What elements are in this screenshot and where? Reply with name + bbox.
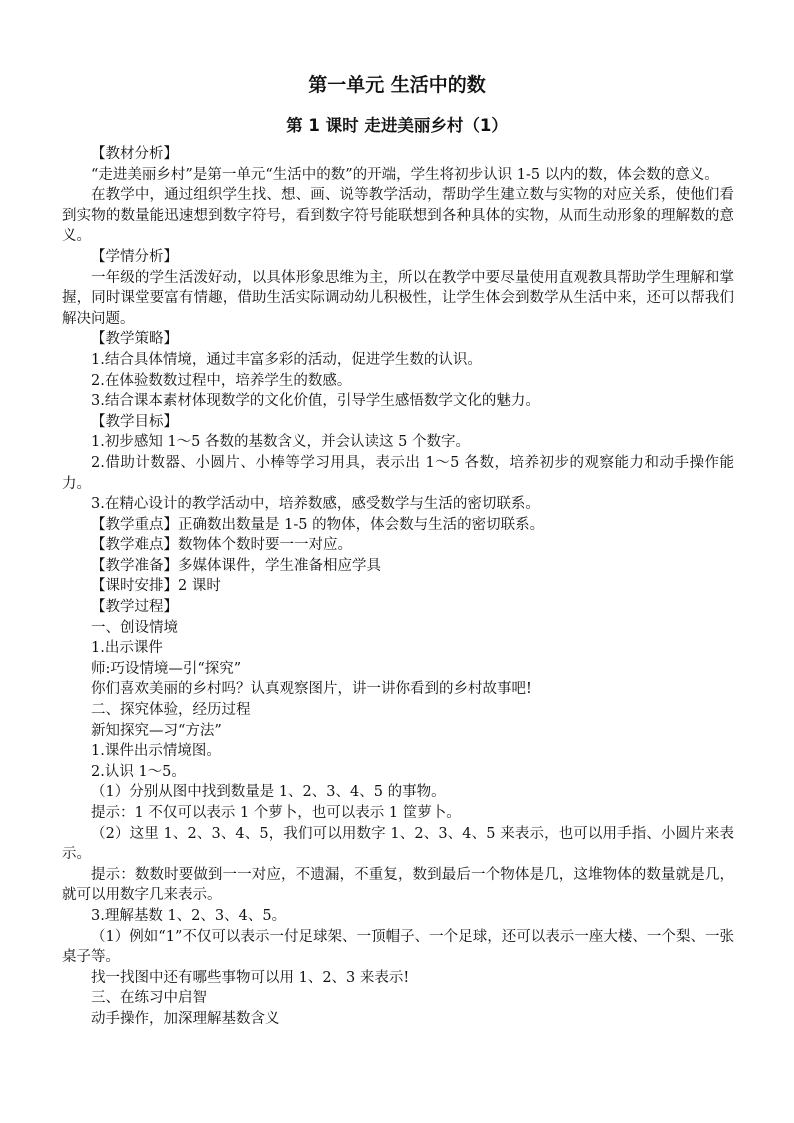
list-item: 2.借助计数器、小圆片、小棒等学习用具，表示出 1～5 各数，培养初步的观察能力和动手操作能力。 bbox=[62, 454, 734, 492]
list-item: 1.结合具体情境，通过丰富多彩的活动，促进学生数的认识。 bbox=[91, 351, 482, 368]
paragraph: 一、创设情境 bbox=[91, 619, 178, 636]
paragraph: 在教学中，通过组织学生找、想、画、说等教学活动，帮助学生建立数与实物的对应关系，使他们看到实物的数量能迅速想到数字符号，看到数字符号能联想到各种具体的实物，从而生动形象的理解数的意义。 bbox=[62, 187, 734, 245]
list-item: 1.初步感知 1～5 各数的基数含义，并会认读这 5 个数字。 bbox=[91, 434, 470, 451]
paragraph: 1.出示课件 bbox=[91, 640, 163, 657]
document-body bbox=[62, 144, 734, 1030]
paragraph: 2.认识 1～5。 bbox=[91, 763, 186, 780]
paragraph: 1.课件出示情境图。 bbox=[91, 743, 221, 760]
paragraph: （1）例如“1”不仅可以表示一付足球架、一顶帽子、一个足球，还可以表示一座大楼、一个梨、一张桌子等。 bbox=[62, 928, 734, 966]
lesson-title: 第 1 课时 走进美丽乡村（1） bbox=[286, 116, 508, 135]
paragraph: 找一找图中还有哪些事物可以用 1、2、3 来表示! bbox=[91, 969, 410, 986]
paragraph: 新知探究—习“方法” bbox=[91, 722, 222, 739]
paragraph: 你们喜欢美丽的乡村吗？认真观察图片，讲一讲你看到的乡村故事吧! bbox=[91, 681, 532, 698]
paragraph: 一年级的学生活泼好动，以具体形象思维为主，所以在教学中要尽量使用直观教具帮助学生理解和掌握，同时课堂要富有情趣，借助生活实际调动幼儿积极性，让学生体会到数学从生活中来，还可以帮我们解决问题。 bbox=[62, 269, 734, 327]
key-point: 【教学重点】正确数出数量是 1-5 的物体，体会数与生活的密切联系。 bbox=[91, 516, 545, 533]
section-heading-student-analysis: 【学情分析】 bbox=[91, 248, 178, 265]
difficult-point: 【教学难点】数物体个数时要一一对应。 bbox=[91, 537, 352, 554]
unit-title: 第一单元 生活中的数 bbox=[308, 74, 486, 96]
list-item: 2.在体验数数过程中，培养学生的数感。 bbox=[91, 372, 352, 389]
paragraph: 动手操作，加深理解基数含义 bbox=[91, 1010, 280, 1027]
section-heading-strategy: 【教学策略】 bbox=[91, 331, 178, 348]
section-heading-objectives: 【教学目标】 bbox=[91, 413, 178, 430]
list-item: 3.在精心设计的教学活动中，培养数感，感受数学与生活的密切联系。 bbox=[91, 496, 540, 513]
paragraph: “走进美丽乡村”是第一单元“生活中的数”的开端，学生将初步认识 1-5 以内的数，体会数的意义。 bbox=[91, 166, 719, 183]
section-heading-process: 【教学过程】 bbox=[91, 599, 178, 616]
schedule: 【课时安排】2 课时 bbox=[91, 578, 221, 595]
paragraph: 师:巧设情境—引“探究” bbox=[91, 660, 242, 677]
preparation: 【教学准备】多媒体课件，学生准备相应学具 bbox=[91, 557, 381, 574]
paragraph: 提示：数数时要做到一一对应，不遗漏，不重复，数到最后一个物体是几，这堆物体的数量就是几，就可以用数字几来表示。 bbox=[62, 866, 734, 904]
paragraph: （1）分别从图中找到数量是 1、2、3、4、5 的事物。 bbox=[91, 784, 446, 801]
paragraph: 二、探究体验，经历过程 bbox=[91, 702, 251, 719]
section-heading-textbook-analysis: 【教材分析】 bbox=[91, 146, 178, 162]
paragraph: 提示：1 不仅可以表示 1 个萝卜，也可以表示 1 筐萝卜。 bbox=[91, 805, 461, 821]
paragraph: （2）这里 1、2、3、4、5，我们可以用数字 1、2、3、4、5 来表示，也可以用手指、小圆片来表示。 bbox=[62, 825, 734, 863]
list-item: 3.结合课本素材体现数学的文化价值，引导学生感悟数学文化的魅力。 bbox=[91, 393, 540, 410]
paragraph: 三、在练习中启智 bbox=[91, 990, 207, 1007]
paragraph: 3.理解基数 1、2、3、4、5。 bbox=[91, 907, 287, 924]
